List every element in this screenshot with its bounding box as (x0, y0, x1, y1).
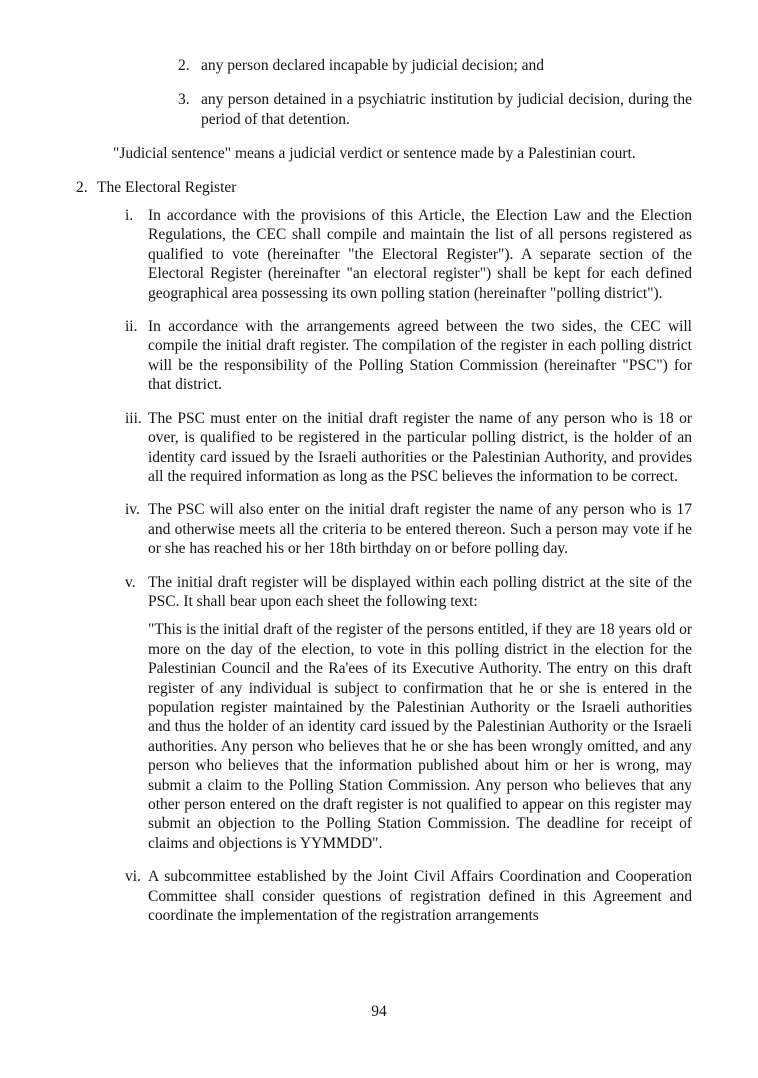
paragraph: The PSC must enter on the initial draft register the name of any person who is 18 or over, is qualified to be registered in the particular polling district, is the holder of an identity card issued by the Israeli authorities or the Palestinian Authority, and provides all the required information as long as the PSC believes the information to be correct. (148, 409, 692, 485)
item-body (148, 573, 692, 854)
numbered-item-3 (178, 90, 692, 129)
item-number: i. (125, 207, 134, 225)
roman-item-ii (125, 317, 692, 395)
roman-item-vi (125, 867, 692, 925)
section-title: The Electoral Register (97, 178, 237, 196)
item-body (148, 317, 692, 395)
item-body (148, 500, 692, 558)
item-number: iii. (125, 409, 142, 427)
item-body (148, 206, 692, 303)
roman-item-i (125, 206, 692, 303)
item-text: any person detained in a psychiatric institution by judicial decision, during the period of that detention. (201, 91, 692, 128)
paragraph: In accordance with the provisions of this Article, the Election Law and the Election Regulations, the CEC shall compile and maintain the list of all persons registered as qualified to vote (hereinafter "the Electoral Register"). A separate section of the Electoral Register (hereinafter "an electoral register") shall be kept for each defined geographical area possessing its own polling station (hereinafter "polling district"). (148, 207, 692, 302)
paragraph: The PSC will also enter on the initial draft register the name of any person who is 17 and otherwise meets all the criteria to be entered thereon. Such a person may vote if he or she has reached his or her 18th birthday on or before polling day. (148, 501, 692, 558)
numbered-item-2 (178, 56, 692, 75)
item-number: 3. (178, 91, 190, 109)
roman-item-iv (125, 500, 692, 558)
paragraph: The initial draft register will be displayed within each polling district at the site of the PSC. It shall bear upon each sheet the following text: (148, 573, 692, 610)
roman-item-iii (125, 409, 692, 487)
section-heading-electoral-register (76, 178, 692, 197)
roman-item-v (125, 573, 692, 854)
section-number: 2. (76, 178, 88, 196)
item-number: v. (125, 573, 136, 591)
page-number: 94 (371, 1003, 387, 1020)
item-number: ii. (125, 318, 138, 336)
register-notice-quote: "This is the initial draft of the register of the persons entitled, if they are 18 years old or more on the day of the election, to vote in this polling district in the election for the Palestinian Council and the Ra'ees of its Executive Authority. The entry on this draft register of any individual is subject to confirmation that he or she is entered in the population register maintained by the Palestinian Authority or the Israeli authorities and thus the holder of an identity card issued by the Palestinian Authority or the Israeli authorities. Any person who believes that he or she has been wrongly omitted, and any person who believes that the information published about him or her is wrong, may submit a claim to the Polling Station Commission. Any person who believes that any other person entered on the draft register is not qualified to appear on this register may submit an objection to the Polling Station Commission. The deadline for receipt of claims and objections is YYMMDD". (148, 621, 692, 852)
item-text: any person declared incapable by judicial decision; and (201, 57, 545, 74)
paragraph: In accordance with the arrangements agreed between the two sides, the CEC will compile the initial draft register. The compilation of the register in each polling district will be the responsibility of the Polling Station Commission (hereinafter "PSC") for that district. (148, 318, 692, 394)
item-body (148, 409, 692, 487)
judicial-sentence-paragraph: "Judicial sentence" means a judicial verdict or sentence made by a Palestinian court. (113, 145, 636, 163)
item-body (148, 867, 692, 925)
item-number: vi. (125, 868, 141, 886)
item-number: 2. (178, 57, 190, 74)
paragraph: A subcommittee established by the Joint Civil Affairs Coordination and Cooperation Committee shall consider questions of registration defined in this Agreement and coordinate the implementation of the registration arrangements (148, 868, 692, 925)
item-number: iv. (125, 501, 140, 519)
